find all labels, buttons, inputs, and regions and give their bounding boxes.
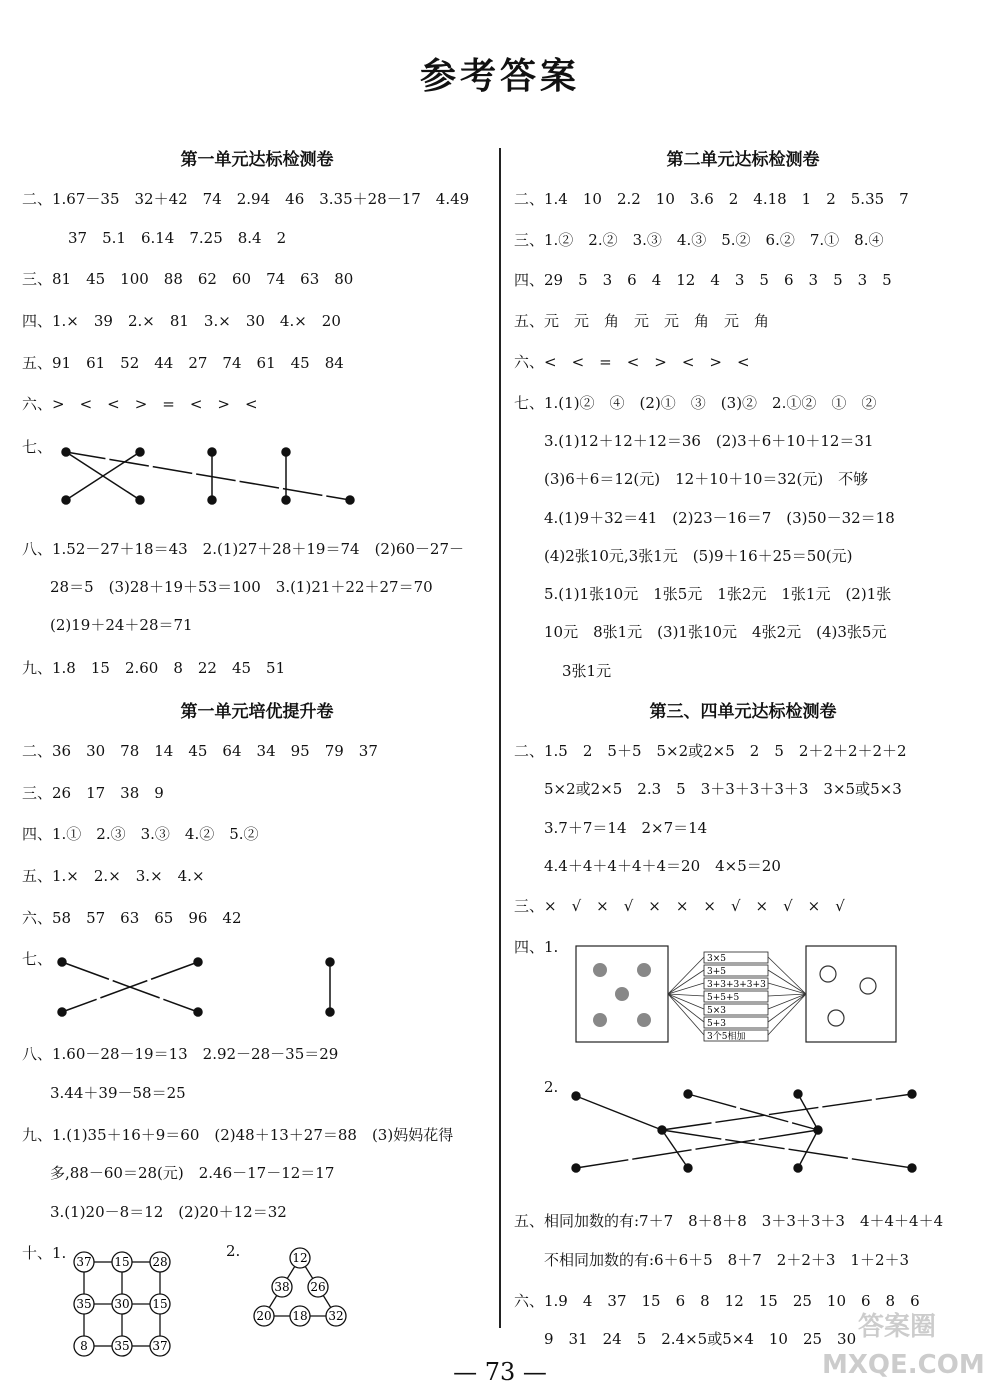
answer-line: 二、1.4 10 2.2 10 3.6 2 4.18 1 2 5.35 7 (514, 190, 909, 208)
answer-line: (4)2张10元,3张1元 (5)9＋16＋25＝50(元) (544, 547, 853, 565)
connector-line (768, 994, 806, 996)
section-heading-unit1-advanced: 第一单元培优提升卷 (180, 702, 334, 722)
answer-line: 4.(1)9＋32＝41 (2)23－16＝7 (3)50－32＝18 (544, 509, 895, 527)
grid-number-circle-label: 37 (152, 1339, 168, 1353)
answer-line: 八、1.52－27＋18＝43 2.(1)27＋28＋19＝74 (2)60－27－ (22, 540, 464, 558)
expression-box-label: 5+5+5 (707, 993, 740, 1003)
answer-line: 九、1.(1)35＋16＋9＝60 (2)48＋13＋27＝88 (3)妈妈花得 (22, 1126, 454, 1144)
connector-line (668, 994, 704, 1009)
connector-line (768, 970, 806, 994)
grid-number-circle-label: 35 (76, 1297, 92, 1311)
answer-line: 二、1.67－35 32＋42 74 2.94 46 3.35＋28－17 4.49 (22, 190, 470, 208)
answer-line: 9 31 24 5 2.4×5或5×4 10 25 30 (544, 1330, 857, 1348)
expression-box-label: 3+5 (707, 967, 726, 977)
connector-line (668, 994, 704, 996)
answer-line: 3张1元 (562, 662, 612, 680)
grid-number-circle-label: 35 (114, 1339, 130, 1353)
triangle-number-circle-label: 26 (310, 1280, 326, 1294)
expression-box-label: 5+3 (707, 1019, 726, 1029)
answer-line: 3.7＋7＝14 2×7＝14 (544, 819, 708, 837)
answer-line: 五、91 61 52 44 27 74 61 45 84 (22, 354, 344, 372)
expression-box-label: 3×5 (707, 954, 726, 964)
answer-line: (3)6＋6＝12(元) 12＋10＋10＝32(元) 不够 (544, 470, 869, 488)
matching-lines-diagram (50, 950, 350, 1020)
answer-line: 七、 (22, 438, 53, 456)
answer-line: 十、1. (22, 1244, 67, 1262)
expression-box-label: 5×3 (707, 1006, 726, 1016)
answer-line: 不相同加数的有:6＋6＋5 8＋7 2＋2＋3 1＋2＋3 (544, 1251, 910, 1269)
answer-line: 2. (544, 1078, 559, 1096)
answer-line: 4.4＋4＋4＋4＋4＝20 4×5＝20 (544, 857, 781, 875)
answer-line: 3.44＋39－58＝25 (50, 1084, 186, 1102)
answer-line: 5.(1)1张10元 1张5元 1张2元 1张1元 (2)1张 (544, 585, 892, 603)
answer-line: 四、29 5 3 6 4 12 4 3 5 6 3 5 3 5 (514, 271, 892, 289)
section-heading-unit1-test: 第一单元达标检测卷 (180, 150, 334, 170)
connector-line (768, 994, 806, 1009)
answer-line: 二、1.5 2 5＋5 5×2或2×5 2 5 2＋2＋2＋2＋2 (514, 742, 907, 760)
page-title: 参考答案 (419, 55, 580, 97)
triangle-number-circle-label: 12 (292, 1251, 308, 1265)
answer-line: 多,88－60＝28(元) 2.46－17－12＝17 (50, 1164, 335, 1182)
column-divider (499, 148, 501, 1328)
number-triangle-puzzle (246, 1244, 356, 1334)
section-heading-unit34-test: 第三、四单元达标检测卷 (649, 702, 837, 722)
answer-line: 三、× √ × √ × × × √ × √ × √ (514, 897, 845, 915)
grid-number-circle-label: 28 (152, 1255, 168, 1269)
number-grid-puzzle (66, 1244, 181, 1364)
answer-line: 2. (226, 1242, 241, 1260)
connector-line (768, 994, 806, 1022)
grid-number-circle-label: 8 (80, 1339, 88, 1353)
answer-line: 10元 8张1元 (3)1张10元 4张2元 (4)3张5元 (544, 623, 887, 641)
answer-line: 二、36 30 78 14 45 64 34 95 79 37 (22, 742, 378, 760)
answer-line: 六、> < < > = < > < (22, 395, 258, 413)
grid-number-circle-label: 15 (152, 1297, 168, 1311)
answer-line: 九、1.8 15 2.60 8 22 45 51 (22, 659, 286, 677)
answer-line: 四、1.× 39 2.× 81 3.× 30 4.× 20 (22, 312, 341, 330)
matching-lines-diagram (562, 1082, 932, 1182)
expression-box-label: 3个5相加 (707, 1032, 746, 1042)
answer-line: 七、 (22, 950, 53, 968)
connector-line (668, 970, 704, 994)
answer-line: 五、相同加数的有:7＋7 8＋8＋8 3＋3＋3＋3 4＋4＋4＋4 (514, 1212, 944, 1230)
answer-line: 37 5.1 6.14 7.25 8.4 2 (68, 229, 287, 247)
grid-number-circle-label: 30 (114, 1297, 130, 1311)
triangle-number-circle-label: 32 (328, 1309, 344, 1323)
answer-line: 八、1.60－28－19＝13 2.92－28－35＝29 (22, 1045, 339, 1063)
section-heading-unit2-test: 第二单元达标检测卷 (666, 150, 820, 170)
multiplication-matching-diagram (570, 940, 900, 1050)
grid-number-circle-label: 15 (114, 1255, 130, 1269)
answer-line: 四、1.① 2.③ 3.③ 4.② 5.② (22, 825, 259, 843)
answer-line: 六、< < = < > < > < (514, 353, 750, 371)
connector-line (668, 994, 704, 1035)
answer-line: 5×2或2×5 2.3 5 3＋3＋3＋3＋3 3×5或5×3 (544, 780, 902, 798)
answer-line: 四、1. (514, 938, 559, 956)
triangle-number-circle-label: 38 (274, 1280, 290, 1294)
page-number: — 73 — (453, 1358, 547, 1386)
answer-line: 六、1.9 4 37 15 6 8 12 15 25 10 6 8 6 (514, 1292, 920, 1310)
answer-line: 六、58 57 63 65 96 42 (22, 909, 242, 927)
connector-line (768, 994, 806, 1035)
answer-line: 三、26 17 38 9 (22, 784, 164, 802)
answer-line: 3.(1)12＋12＋12＝36 (2)3＋6＋10＋12＝31 (544, 432, 874, 450)
answer-line: 28＝5 (3)28＋19＋53＝100 3.(1)21＋22＋27＝70 (50, 578, 433, 596)
answer-line: 七、1.(1)② ④ (2)① ③ (3)② 2.①② ① ② (514, 394, 877, 412)
answer-line: 五、元 元 角 元 元 角 元 角 (514, 312, 770, 330)
answer-line: 3.(1)20－8＝12 (2)20＋12＝32 (50, 1203, 287, 1221)
grid-number-circle-label: 37 (76, 1255, 92, 1269)
watermark-logo: 答案圈 MXQE.COM (822, 1312, 985, 1380)
triangle-number-circle-label: 18 (292, 1309, 308, 1323)
triangle-number-circle-label: 20 (256, 1309, 272, 1323)
answer-line: 三、81 45 100 88 62 60 74 63 80 (22, 270, 354, 288)
expression-box-label: 3+3+3+3+3 (707, 980, 766, 990)
matching-lines-diagram (50, 440, 380, 515)
answer-line: 五、1.× 2.× 3.× 4.× (22, 867, 205, 885)
answer-line: 三、1.② 2.② 3.③ 4.③ 5.② 6.② 7.① 8.④ (514, 231, 884, 249)
connector-line (668, 994, 704, 1022)
answer-line: (2)19＋24＋28＝71 (50, 616, 193, 634)
